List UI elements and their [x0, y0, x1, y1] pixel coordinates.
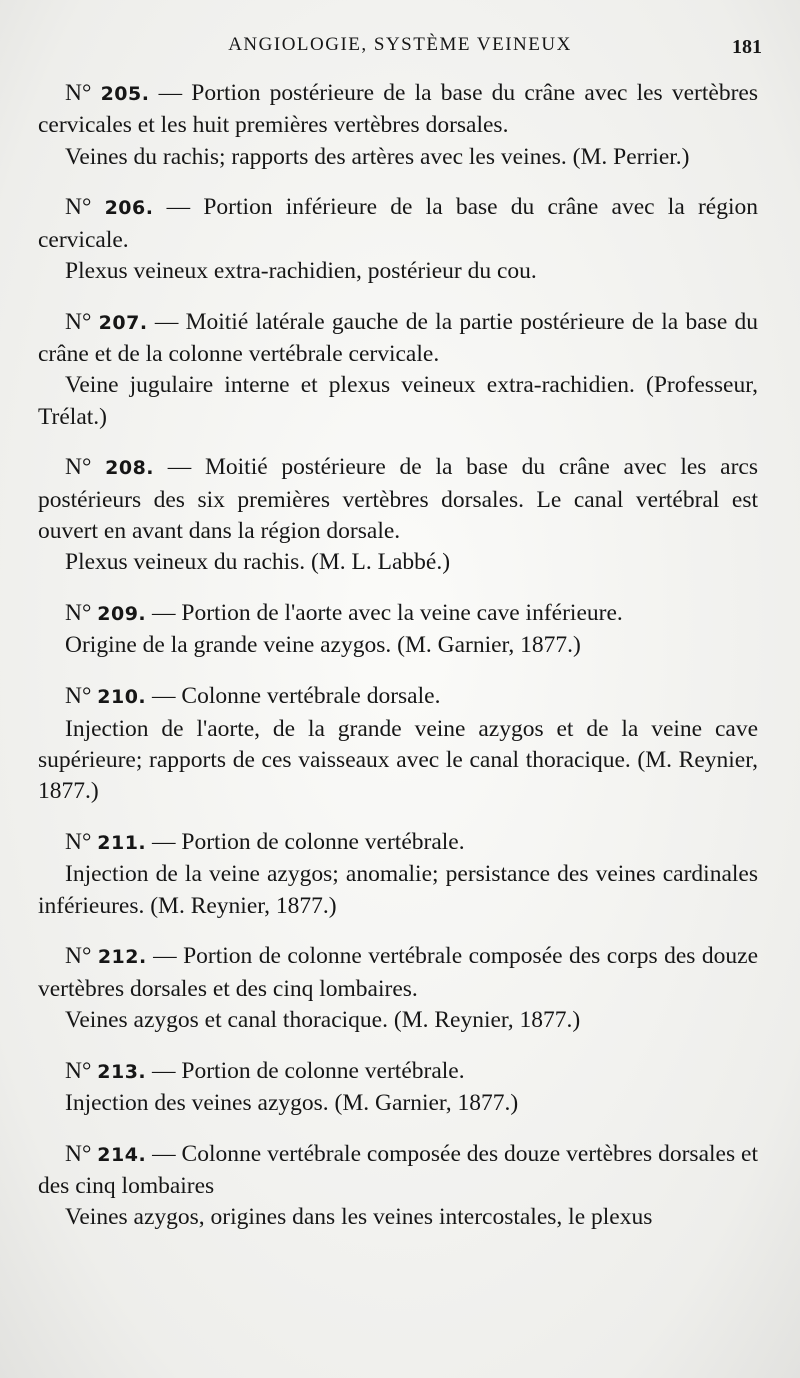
- entry-description-paragraph: [38, 452, 758, 547]
- entry-no-label: N°: [65, 683, 92, 710]
- entry-description: — Colonne vertébrale composée des douze vertèbres dorsales et des cinq lombaires: [38, 1140, 758, 1200]
- entry-description-paragraph: [38, 827, 758, 859]
- entry-no-label: N°: [65, 454, 92, 481]
- entry-description: — Portion de colonne vertébrale composée des corps des douze vertèbres dorsales et des cinq lombaires.: [38, 943, 758, 1002]
- entry-description-paragraph: [38, 192, 758, 256]
- entry-no-label: N°: [65, 943, 92, 970]
- entry-description-paragraph: [38, 941, 758, 1005]
- running-head: ANGIOLOGIE, SYSTÈME VEINEUX: [228, 34, 572, 55]
- entry-no-label: N°: [65, 600, 92, 627]
- entry-description: — Portion inférieure de la base du crâne avec la région cervicale.: [38, 194, 758, 253]
- entry-note: Injection des veines azygos. (M. Garnier, 1877.): [65, 1090, 519, 1117]
- entry-description: — Portion postérieure de la base du crâne avec les vertèbres cervicales et les huit premières vertèbres dorsales.: [38, 80, 758, 139]
- catalogue-entry: [38, 192, 758, 287]
- entry-number: 206.: [104, 197, 154, 220]
- catalogue-entry: [38, 681, 758, 807]
- page-header: [0, 30, 800, 66]
- catalogue-entry: [38, 941, 758, 1036]
- entry-note: Injection de la veine azygos; anomalie; persistance des veines cardinales inférieures. (M. Reynier, 1877.): [38, 861, 758, 919]
- catalogue-entry: [38, 1139, 758, 1234]
- entry-note: Veines du rachis; rapports des artères avec les veines. (M. Perrier.): [65, 143, 690, 170]
- entry-description-paragraph: [38, 307, 758, 371]
- entry-number: 212.: [97, 946, 147, 969]
- entry-description: — Moitié latérale gauche de la partie postérieure de la base du crâne et de la colonne vertébrale cervicale.: [38, 308, 759, 368]
- entry-description-paragraph: [38, 78, 758, 142]
- entry-no-label: N°: [65, 308, 92, 335]
- entry-description: — Colonne vertébrale dorsale.: [146, 683, 441, 710]
- entry-note: Origine de la grande veine azygos. (M. Garnier, 1877.): [65, 632, 581, 659]
- entry-description: — Moitié postérieure de la base du crâne avec les arcs postérieurs des six premières vertèbres dorsales. Le canal vertébral est ouvert en avant dans la région dorsale.: [38, 454, 758, 545]
- entry-description-paragraph: [38, 1139, 758, 1203]
- entry-number: 211.: [97, 831, 147, 854]
- entry-number: 209.: [97, 603, 147, 626]
- entry-no-label: N°: [65, 80, 92, 106]
- entry-number: 207.: [98, 311, 148, 334]
- entry-no-label: N°: [65, 194, 92, 221]
- entry-note: Injection de l'aorte, de la grande veine azygos et de la veine cave supérieure; rapports de ces vaisseaux avec le canal thoracique. (M. Reynier, 1877.): [38, 715, 758, 805]
- entry-note: Veine jugulaire interne et plexus veineux extra-rachidien. (Professeur, Trélat.): [38, 372, 758, 430]
- entry-description-paragraph: [38, 1056, 758, 1088]
- entry-description: — Portion de colonne vertébrale.: [146, 828, 465, 855]
- entry-description-paragraph: [38, 681, 758, 713]
- entry-number: 213.: [97, 1060, 147, 1083]
- entry-number: 214.: [97, 1143, 147, 1166]
- entry-description-paragraph: [38, 598, 758, 630]
- catalogue-entry: [38, 452, 758, 578]
- entry-number: 208.: [105, 457, 155, 480]
- entry-number: 210.: [97, 686, 147, 709]
- catalogue-entry: [38, 1056, 758, 1120]
- entry-no-label: N°: [65, 1140, 92, 1167]
- catalogue-entry: [38, 827, 758, 922]
- catalogue-entries: [38, 78, 758, 1253]
- entry-description: — Portion de colonne vertébrale.: [146, 1057, 465, 1084]
- entry-no-label: N°: [65, 828, 92, 855]
- catalogue-entry: [38, 307, 758, 433]
- page-number: 181: [732, 36, 762, 58]
- entry-note: Plexus veineux extra-rachidien, postérieur du cou.: [65, 257, 537, 284]
- entry-note: Veines azygos, origines dans les veines intercostales, le plexus: [65, 1204, 653, 1231]
- entry-no-label: N°: [65, 1057, 92, 1084]
- entry-description: — Portion de l'aorte avec la veine cave inférieure.: [146, 600, 623, 627]
- entry-note: Plexus veineux du rachis. (M. L. Labbé.): [65, 549, 451, 576]
- catalogue-entry: [38, 598, 758, 662]
- catalogue-entry: [38, 78, 758, 173]
- entry-note: Veines azygos et canal thoracique. (M. Reynier, 1877.): [65, 1006, 581, 1033]
- entry-number: 205.: [100, 83, 150, 105]
